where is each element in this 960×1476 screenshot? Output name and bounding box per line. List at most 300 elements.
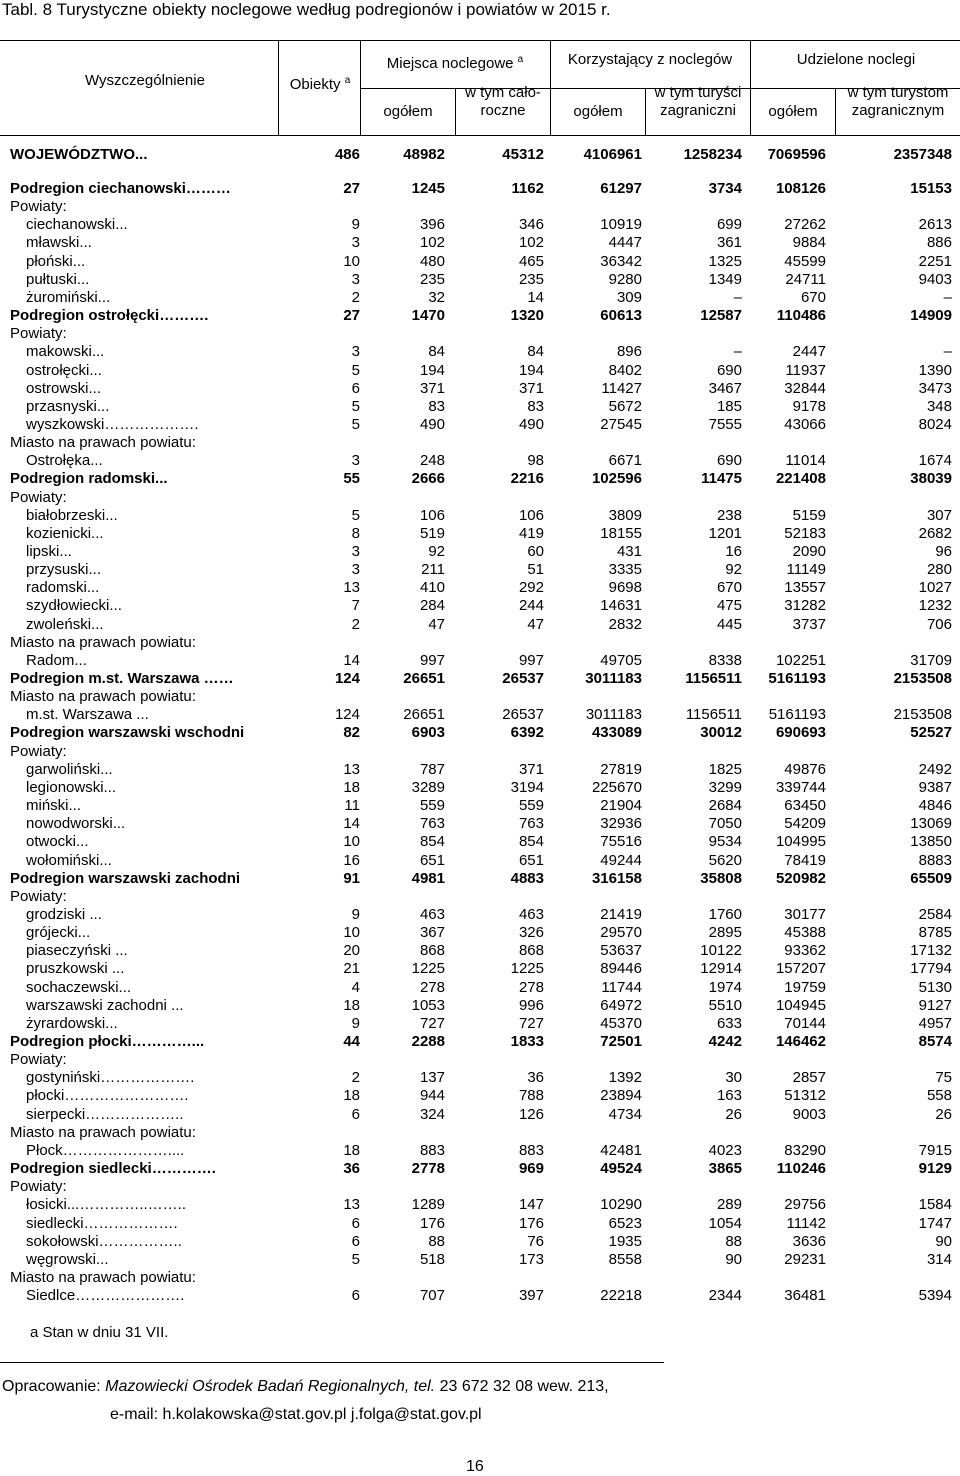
cell-value: 690 xyxy=(716,452,742,469)
cell-value: 5130 xyxy=(918,979,952,996)
cell-value: 465 xyxy=(518,253,544,270)
table-row xyxy=(0,888,960,906)
cell-value: 83290 xyxy=(784,1142,826,1159)
cell-value: 235 xyxy=(518,271,544,288)
cell-value: 3809 xyxy=(608,507,642,524)
cell-value: 17794 xyxy=(910,960,952,977)
cell-value: 896 xyxy=(616,343,642,360)
table-row xyxy=(0,1033,960,1051)
cell-value: 49876 xyxy=(784,761,826,778)
cell-value: 763 xyxy=(518,815,544,832)
row-label: szydłowiecki... xyxy=(26,597,122,614)
cell-value: 431 xyxy=(616,543,642,560)
table-row xyxy=(0,761,960,779)
row-label: legionowski... xyxy=(26,779,117,796)
cell-value: 651 xyxy=(518,852,544,869)
header-beds-yearround: w tym cało- roczne xyxy=(465,84,541,119)
cell-value: 5 xyxy=(351,507,360,524)
cell-value: 7555 xyxy=(708,416,742,433)
cell-value: 47 xyxy=(527,616,544,633)
table-row xyxy=(0,216,960,234)
cell-value: 633 xyxy=(716,1015,742,1032)
cell-value: 90 xyxy=(725,1251,742,1268)
table-row xyxy=(0,960,960,978)
cell-value: 26537 xyxy=(502,706,544,723)
cell-value: 997 xyxy=(419,652,445,669)
cell-value: 9884 xyxy=(792,234,826,251)
cell-value: 106 xyxy=(419,507,445,524)
cell-value: 520982 xyxy=(775,870,826,887)
cell-value: 235 xyxy=(419,271,445,288)
cell-value: 690693 xyxy=(775,724,826,741)
row-label: łosicki...…………..…….. xyxy=(26,1196,187,1213)
cell-value: 1349 xyxy=(708,271,742,288)
cell-value: 1258234 xyxy=(683,146,742,163)
cell-value: 3299 xyxy=(708,779,742,796)
cell-value: 2895 xyxy=(708,924,742,941)
row-label: płoński... xyxy=(26,253,86,270)
cell-value: 5510 xyxy=(708,997,742,1014)
cell-value: 367 xyxy=(419,924,445,941)
header-users: Korzystający z noclegów xyxy=(567,51,733,68)
cell-value: 727 xyxy=(419,1015,445,1032)
cell-value: 3194 xyxy=(510,779,544,796)
cell-value: 4734 xyxy=(608,1106,642,1123)
cell-value: 1156511 xyxy=(685,670,742,687)
cell-value: 60 xyxy=(527,543,544,560)
cell-value: 137 xyxy=(419,1069,445,1086)
cell-value: 326 xyxy=(518,924,544,941)
cell-value: 14 xyxy=(343,815,360,832)
cell-value: 3737 xyxy=(792,616,826,633)
cell-value: 30177 xyxy=(784,906,826,923)
table-row xyxy=(0,543,960,561)
cell-value: 53637 xyxy=(600,942,642,959)
table-row xyxy=(0,1069,960,1087)
cell-value: 60613 xyxy=(600,307,642,324)
cell-value: 2288 xyxy=(411,1033,445,1050)
cell-value: 9 xyxy=(351,906,360,923)
cell-value: 5161193 xyxy=(768,706,826,723)
table-header xyxy=(0,40,960,136)
cell-value: 78419 xyxy=(784,852,826,869)
cell-value: 1747 xyxy=(918,1215,952,1232)
cell-value: 2778 xyxy=(411,1160,445,1177)
cell-value: – xyxy=(943,343,952,360)
cell-value: 48982 xyxy=(403,146,445,163)
row-label: Powiaty: xyxy=(10,1051,67,1068)
cell-value: 4883 xyxy=(510,870,544,887)
cell-value: 3289 xyxy=(411,779,445,796)
row-label: grodziski ... xyxy=(26,906,102,923)
cell-value: 969 xyxy=(518,1160,544,1177)
cell-value: 126 xyxy=(518,1106,544,1123)
cell-value: 1674 xyxy=(918,452,952,469)
row-label: Miasto na prawach powiatu: xyxy=(10,434,196,451)
table-row xyxy=(0,670,960,688)
cell-value: 13 xyxy=(343,761,360,778)
cell-value: 31709 xyxy=(910,652,952,669)
cell-value: 49244 xyxy=(600,852,642,869)
cell-value: 883 xyxy=(419,1142,445,1159)
cell-value: 292 xyxy=(518,579,544,596)
cell-value: 5 xyxy=(351,398,360,415)
cell-value: 1825 xyxy=(708,761,742,778)
table-row xyxy=(0,198,960,216)
cell-value: – xyxy=(733,343,742,360)
cell-value: 788 xyxy=(518,1087,544,1104)
table-row xyxy=(0,289,960,307)
cell-value: 47 xyxy=(428,616,445,633)
cell-value: 10 xyxy=(343,253,360,270)
cell-value: 104945 xyxy=(775,997,826,1014)
cell-value: 997 xyxy=(518,652,544,669)
cell-value: 194 xyxy=(419,362,445,379)
cell-value: 4242 xyxy=(708,1033,742,1050)
cell-value: 63450 xyxy=(784,797,826,814)
cell-value: 163 xyxy=(716,1087,742,1104)
cell-value: 102596 xyxy=(591,470,642,487)
table-row xyxy=(0,743,960,761)
table-row xyxy=(0,779,960,797)
row-label: Siedlce…………………. xyxy=(26,1287,185,1304)
cell-value: 147 xyxy=(518,1196,544,1213)
cell-value: 787 xyxy=(419,761,445,778)
cell-value: 8024 xyxy=(918,416,952,433)
row-label: Podregion siedlecki…………. xyxy=(10,1160,216,1177)
cell-value: 1320 xyxy=(510,307,544,324)
table-row xyxy=(0,924,960,942)
cell-value: 2684 xyxy=(708,797,742,814)
cell-value: 9178 xyxy=(792,398,826,415)
cell-value: 176 xyxy=(518,1215,544,1232)
row-label: grójecki... xyxy=(26,924,91,941)
cell-value: 9129 xyxy=(918,1160,952,1177)
cell-value: 490 xyxy=(518,416,544,433)
table-row xyxy=(0,997,960,1015)
table-row xyxy=(0,398,960,416)
row-label: zwoleński... xyxy=(26,616,104,633)
cell-value: 92 xyxy=(725,561,742,578)
header-users-total: ogółem xyxy=(573,103,623,120)
cell-value: 6671 xyxy=(608,452,642,469)
cell-value: 55 xyxy=(343,470,360,487)
table-row xyxy=(0,979,960,997)
cell-value: 2 xyxy=(351,616,360,633)
cell-value: 5672 xyxy=(608,398,642,415)
cell-value: 11014 xyxy=(785,452,826,469)
cell-value: 727 xyxy=(518,1015,544,1032)
cell-value: 9387 xyxy=(918,779,952,796)
table-row xyxy=(0,1251,960,1269)
cell-value: 96 xyxy=(935,543,952,560)
table-row xyxy=(0,870,960,888)
row-label: sokołowski…………….. xyxy=(26,1233,182,1250)
cell-value: 9127 xyxy=(918,997,952,1014)
cell-value: 1053 xyxy=(411,997,445,1014)
cell-value: 5 xyxy=(351,416,360,433)
cell-value: 26651 xyxy=(403,670,445,687)
cell-value: 3467 xyxy=(708,380,742,397)
cell-value: 13850 xyxy=(910,833,952,850)
row-label: Podregion radomski... xyxy=(10,470,168,487)
cell-value: 238 xyxy=(716,507,742,524)
cell-value: 29756 xyxy=(784,1196,826,1213)
cell-value: 868 xyxy=(518,942,544,959)
row-label: żuromiński... xyxy=(26,289,111,306)
row-label: Płock………………….... xyxy=(26,1142,185,1159)
cell-value: 2584 xyxy=(918,906,952,923)
cell-value: 7 xyxy=(351,597,360,614)
cell-value: 27 xyxy=(343,180,360,197)
row-label: Podregion ciechanowski……… xyxy=(10,180,231,197)
cell-value: 36342 xyxy=(600,253,642,270)
cell-value: 371 xyxy=(419,380,445,397)
header-beds-total: ogółem xyxy=(383,103,433,120)
cell-value: 1974 xyxy=(708,979,742,996)
cell-value: 21419 xyxy=(600,906,642,923)
cell-value: 11427 xyxy=(601,380,642,397)
cell-value: 1162 xyxy=(511,180,544,197)
page-number: 16 xyxy=(466,1458,484,1475)
cell-value: 36 xyxy=(527,1069,544,1086)
row-label: makowski... xyxy=(26,343,105,360)
cell-value: 8 xyxy=(351,525,360,542)
cell-value: 280 xyxy=(926,561,952,578)
cell-value: 102 xyxy=(518,234,544,251)
cell-value: 339744 xyxy=(775,779,826,796)
header-nights-foreign: w tym turystom zagranicznym xyxy=(847,84,949,119)
table-row xyxy=(0,797,960,815)
cell-value: 475 xyxy=(716,597,742,614)
cell-value: 104995 xyxy=(775,833,826,850)
cell-value: 2090 xyxy=(792,543,826,560)
cell-value: 6 xyxy=(351,380,360,397)
table-row xyxy=(0,507,960,525)
cell-value: 9534 xyxy=(708,833,742,850)
cell-value: 19759 xyxy=(784,979,826,996)
cell-value: 102251 xyxy=(775,652,826,669)
cell-value: 670 xyxy=(800,289,826,306)
cell-value: 15153 xyxy=(910,180,952,197)
cell-value: 43066 xyxy=(784,416,826,433)
cell-value: 185 xyxy=(716,398,742,415)
cell-value: 996 xyxy=(518,997,544,1014)
table-row xyxy=(0,470,960,488)
row-label: pułtuski... xyxy=(26,271,90,288)
cell-value: 559 xyxy=(419,797,445,814)
row-label: wyszkowski………………. xyxy=(26,416,199,433)
cell-value: 92 xyxy=(428,543,445,560)
row-label: ostrołęcki... xyxy=(26,362,102,379)
table-row xyxy=(0,1196,960,1214)
cell-value: 2613 xyxy=(918,216,952,233)
cell-value: 54209 xyxy=(784,815,826,832)
cell-value: 45599 xyxy=(784,253,826,270)
footer-contact: e-mail: h.kolakowska@stat.gov.pl j.folga@stat.gov.pl xyxy=(110,1406,482,1423)
cell-value: 24711 xyxy=(785,271,826,288)
cell-value: 1027 xyxy=(918,579,952,596)
cell-value: 1156511 xyxy=(685,706,742,723)
table-row xyxy=(0,325,960,343)
cell-value: 30012 xyxy=(700,724,742,741)
cell-value: 3636 xyxy=(792,1233,826,1250)
cell-value: 5394 xyxy=(918,1287,952,1304)
cell-value: 3335 xyxy=(608,561,642,578)
table-row xyxy=(0,1015,960,1033)
row-label: pruszkowski ... xyxy=(26,960,125,977)
cell-value: 8883 xyxy=(918,852,952,869)
row-label: Radom... xyxy=(26,652,87,669)
table-row xyxy=(0,180,960,198)
cell-value: 706 xyxy=(926,616,952,633)
cell-value: 244 xyxy=(518,597,544,614)
table-row xyxy=(0,1233,960,1251)
cell-value: 76 xyxy=(527,1233,544,1250)
cell-value: 463 xyxy=(518,906,544,923)
cell-value: 3865 xyxy=(708,1160,742,1177)
cell-value: 84 xyxy=(428,343,445,360)
cell-value: 4846 xyxy=(918,797,952,814)
row-label: Podregion m.st. Warszawa …… xyxy=(10,670,234,687)
cell-value: 278 xyxy=(419,979,445,996)
cell-value: 1935 xyxy=(608,1233,642,1250)
cell-value: 211 xyxy=(421,561,445,578)
cell-value: 284 xyxy=(419,597,445,614)
cell-value: 1201 xyxy=(708,525,742,542)
cell-value: 26651 xyxy=(403,706,445,723)
header-divider xyxy=(360,40,361,136)
cell-value: 84 xyxy=(527,343,544,360)
row-label: miński... xyxy=(26,797,82,814)
cell-value: 3011183 xyxy=(585,670,642,687)
row-label: Powiaty: xyxy=(10,743,67,760)
cell-value: 5 xyxy=(351,1251,360,1268)
cell-value: 26 xyxy=(935,1106,952,1123)
row-label: Powiaty: xyxy=(10,888,67,905)
cell-value: 14 xyxy=(343,652,360,669)
footer-rule xyxy=(0,1362,664,1363)
cell-value: 13069 xyxy=(910,815,952,832)
cell-value: 2216 xyxy=(510,470,544,487)
table-row xyxy=(0,362,960,380)
cell-value: 11142 xyxy=(786,1215,826,1232)
cell-value: 4106961 xyxy=(583,146,642,163)
row-label: sierpecki……………….. xyxy=(26,1106,184,1123)
cell-value: 61297 xyxy=(600,180,642,197)
cell-value: 12914 xyxy=(700,960,742,977)
cell-value: 110246 xyxy=(776,1160,826,1177)
cell-value: 45370 xyxy=(600,1015,642,1032)
row-label: węgrowski... xyxy=(26,1251,109,1268)
cell-value: 5 xyxy=(351,362,360,379)
cell-value: 10290 xyxy=(600,1196,642,1213)
cell-value: 7050 xyxy=(708,815,742,832)
cell-value: 70144 xyxy=(784,1015,826,1032)
cell-value: 21904 xyxy=(600,797,642,814)
cell-value: 4981 xyxy=(411,870,445,887)
cell-value: 11 xyxy=(344,797,360,814)
cell-value: 2682 xyxy=(918,525,952,542)
cell-value: 1289 xyxy=(411,1196,445,1213)
cell-value: 30 xyxy=(725,1069,742,1086)
cell-value: 22218 xyxy=(600,1287,642,1304)
table-row xyxy=(0,1287,960,1305)
row-label: Podregion warszawski wschodni xyxy=(10,724,245,741)
cell-value: 9003 xyxy=(792,1106,826,1123)
cell-value: 559 xyxy=(518,797,544,814)
cell-value: 3011183 xyxy=(585,706,642,723)
table-row xyxy=(0,634,960,652)
table-row xyxy=(0,688,960,706)
table-row xyxy=(0,271,960,289)
cell-value: 108126 xyxy=(775,180,826,197)
table-row xyxy=(0,1051,960,1069)
cell-value: 29231 xyxy=(784,1251,826,1268)
cell-value: 854 xyxy=(419,833,445,850)
row-label: m.st. Warszawa ... xyxy=(26,706,149,723)
cell-value: 463 xyxy=(419,906,445,923)
cell-value: 3 xyxy=(351,452,360,469)
cell-value: 8558 xyxy=(608,1251,642,1268)
cell-value: 8574 xyxy=(918,1033,952,1050)
cell-value: 2447 xyxy=(792,343,826,360)
cell-value: 2492 xyxy=(918,761,952,778)
cell-value: 21 xyxy=(343,960,360,977)
cell-value: 32 xyxy=(428,289,445,306)
cell-value: 670 xyxy=(716,579,742,596)
cell-value: 31282 xyxy=(784,597,826,614)
cell-value: 9280 xyxy=(608,271,642,288)
cell-value: 14 xyxy=(527,289,544,306)
cell-value: 651 xyxy=(419,852,445,869)
cell-value: 4447 xyxy=(608,234,642,251)
row-label: siedlecki………………. xyxy=(26,1215,178,1232)
cell-value: 18 xyxy=(343,1142,360,1159)
cell-value: 396 xyxy=(419,216,445,233)
cell-value: 5620 xyxy=(708,852,742,869)
cell-value: 45388 xyxy=(784,924,826,941)
cell-value: 4 xyxy=(351,979,360,996)
cell-value: 225670 xyxy=(591,779,642,796)
cell-value: 75 xyxy=(935,1069,952,1086)
cell-value: 18 xyxy=(343,1087,360,1104)
cell-value: 44 xyxy=(343,1033,360,1050)
cell-value: 4023 xyxy=(708,1142,742,1159)
cell-value: 194 xyxy=(518,362,544,379)
cell-value: 1760 xyxy=(708,906,742,923)
cell-value: 2 xyxy=(351,289,360,306)
cell-value: 1392 xyxy=(608,1069,642,1086)
cell-value: 17132 xyxy=(910,942,952,959)
table-row xyxy=(0,597,960,615)
row-label: płocki……………………. xyxy=(26,1087,189,1104)
cell-value: 486 xyxy=(334,146,360,163)
table-row xyxy=(0,1106,960,1124)
cell-value: 1833 xyxy=(510,1033,544,1050)
cell-value: 110486 xyxy=(776,307,826,324)
cell-value: 1054 xyxy=(708,1215,742,1232)
row-label: Powiaty: xyxy=(10,489,67,506)
footnote-a: a Stan w dniu 31 VII. xyxy=(30,1324,169,1341)
row-label: przasnyski... xyxy=(26,398,110,415)
cell-value: 36481 xyxy=(784,1287,826,1304)
table-row xyxy=(0,1142,960,1160)
cell-value: 11937 xyxy=(785,362,826,379)
cell-value: 316158 xyxy=(591,870,642,887)
cell-value: 10122 xyxy=(700,942,742,959)
cell-value: 6 xyxy=(351,1106,360,1123)
